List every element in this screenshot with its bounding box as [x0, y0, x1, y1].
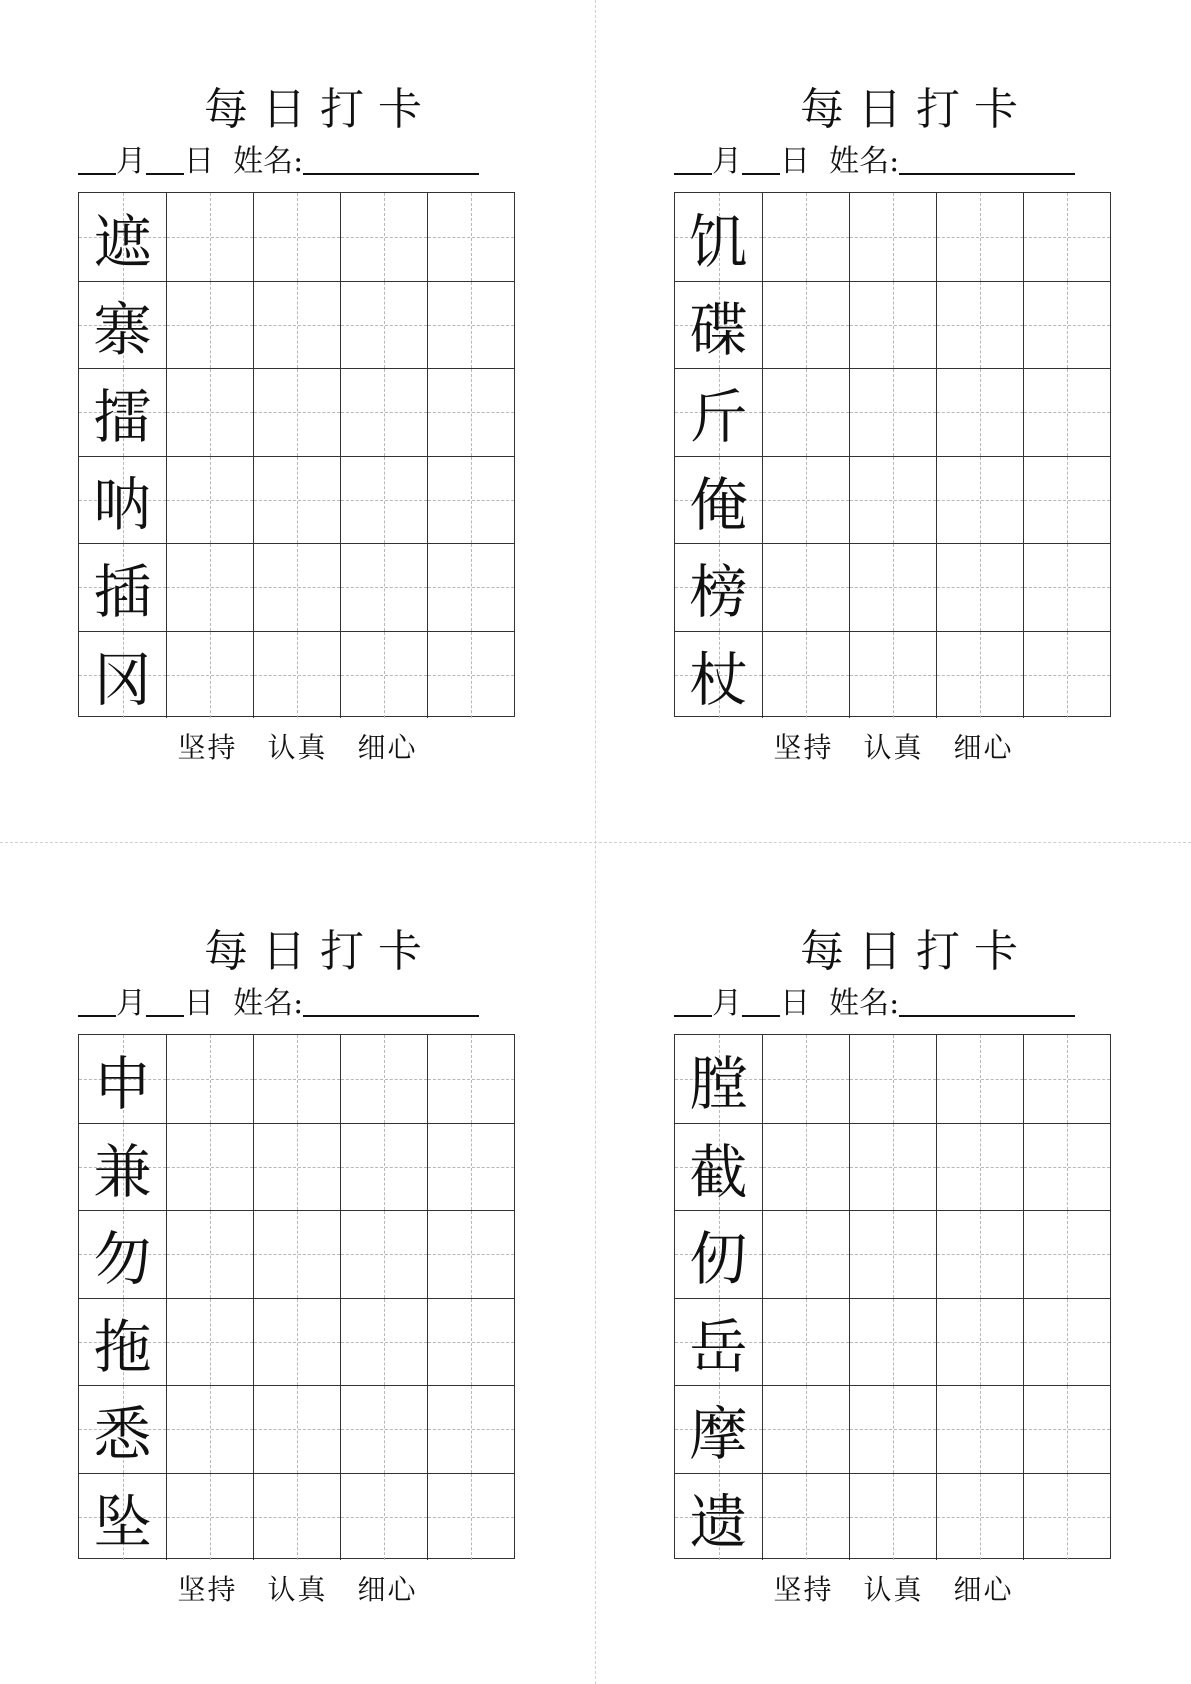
name-label: 姓名:: [829, 144, 900, 179]
motto-line: [60, 1570, 535, 1610]
practice-cell[interactable]: [340, 1035, 427, 1123]
model-cell: [79, 1211, 166, 1298]
practice-cell[interactable]: [762, 1211, 849, 1298]
practice-cell[interactable]: [1023, 1474, 1110, 1561]
grid-row-1: [675, 1035, 1110, 1123]
date-name-line: [674, 142, 1154, 182]
model-cell: [675, 1386, 762, 1473]
model-cell: [675, 369, 762, 456]
motto-word: 细心: [953, 1573, 1014, 1606]
practice-cell[interactable]: [1023, 1035, 1110, 1123]
grid-row-1: [675, 193, 1110, 281]
practice-cell[interactable]: [253, 544, 340, 631]
day-label: 日: [780, 144, 810, 179]
day-blank[interactable]: [742, 985, 780, 1017]
practice-cell[interactable]: [427, 632, 514, 719]
practice-cell[interactable]: [427, 1124, 514, 1211]
motto-word: 细心: [357, 1573, 418, 1606]
model-character: 截: [689, 1137, 748, 1206]
model-cell: [79, 1386, 166, 1473]
date-name-line: [674, 984, 1154, 1024]
month-blank[interactable]: [78, 985, 116, 1017]
model-character: 冈: [93, 645, 152, 714]
month-blank[interactable]: [674, 143, 712, 175]
practice-cell[interactable]: [1023, 1299, 1110, 1386]
practice-cell[interactable]: [166, 1474, 253, 1561]
practice-cell[interactable]: [166, 193, 253, 281]
practice-cell[interactable]: [849, 282, 936, 369]
grid-row-1: [79, 193, 514, 281]
practice-cell[interactable]: [762, 1035, 849, 1123]
practice-cell[interactable]: [849, 1299, 936, 1386]
practice-cell[interactable]: [340, 1474, 427, 1561]
name-blank[interactable]: [899, 143, 1075, 175]
practice-cell[interactable]: [936, 457, 1023, 544]
motto-word: 细心: [953, 731, 1014, 764]
practice-cell[interactable]: [253, 457, 340, 544]
practice-cell[interactable]: [936, 544, 1023, 631]
day-label: 日: [184, 986, 214, 1021]
practice-cell[interactable]: [1023, 544, 1110, 631]
grid-row-5: [79, 543, 514, 631]
practice-cell[interactable]: [340, 1299, 427, 1386]
practice-cell[interactable]: [340, 457, 427, 544]
writing-grid: [78, 1034, 515, 1559]
motto-word: 坚持: [773, 1573, 834, 1606]
motto-word: 认真: [267, 1573, 328, 1606]
motto-word: 坚持: [773, 731, 834, 764]
model-cell: [675, 457, 762, 544]
model-character: 遗: [689, 1487, 748, 1556]
model-cell: [675, 1474, 762, 1561]
practice-cell[interactable]: [849, 193, 936, 281]
grid-row-4: [675, 456, 1110, 544]
practice-cell[interactable]: [340, 193, 427, 281]
practice-cell[interactable]: [936, 1386, 1023, 1473]
practice-cell[interactable]: [427, 544, 514, 631]
practice-cell[interactable]: [427, 1035, 514, 1123]
practice-cell[interactable]: [849, 1474, 936, 1561]
practice-cell[interactable]: [849, 1124, 936, 1211]
model-character: 遮: [93, 207, 152, 276]
practice-cell[interactable]: [253, 1035, 340, 1123]
practice-cell[interactable]: [1023, 193, 1110, 281]
practice-cell[interactable]: [936, 1299, 1023, 1386]
practice-cell[interactable]: [166, 457, 253, 544]
practice-cell[interactable]: [762, 632, 849, 719]
practice-cell[interactable]: [427, 369, 514, 456]
day-label: 日: [184, 144, 214, 179]
grid-row-6: [79, 631, 514, 719]
grid-row-3: [79, 1210, 514, 1298]
model-character: 勿: [93, 1225, 152, 1294]
model-cell: [79, 1035, 166, 1123]
practice-cell[interactable]: [762, 457, 849, 544]
grid-row-5: [675, 543, 1110, 631]
writing-grid: [674, 192, 1111, 717]
model-character: 寨: [93, 295, 152, 364]
grid-row-1: [79, 1035, 514, 1123]
model-cell: [79, 193, 166, 281]
motto-word: 认真: [267, 731, 328, 764]
practice-cell[interactable]: [340, 1211, 427, 1298]
practice-cell[interactable]: [166, 1035, 253, 1123]
month-label: 月: [116, 986, 146, 1021]
month-label: 月: [116, 144, 146, 179]
card-title: 每日打卡: [204, 84, 436, 135]
motto-word: 坚持: [177, 731, 238, 764]
motto-word: 认真: [863, 731, 924, 764]
grid-row-5: [79, 1385, 514, 1473]
practice-cell[interactable]: [1023, 282, 1110, 369]
practice-cell[interactable]: [427, 1299, 514, 1386]
checkin-card-4: [656, 842, 1176, 1606]
model-character: 岳: [689, 1312, 748, 1381]
practice-cell[interactable]: [1023, 632, 1110, 719]
practice-cell[interactable]: [427, 1474, 514, 1561]
motto-word: 认真: [863, 1573, 924, 1606]
motto-line: [656, 1570, 1131, 1610]
practice-cell[interactable]: [166, 1299, 253, 1386]
practice-cell[interactable]: [936, 193, 1023, 281]
practice-cell[interactable]: [1023, 1124, 1110, 1211]
model-cell: [79, 457, 166, 544]
practice-cell[interactable]: [253, 369, 340, 456]
practice-cell[interactable]: [253, 632, 340, 719]
practice-cell[interactable]: [936, 282, 1023, 369]
name-blank[interactable]: [303, 143, 479, 175]
grid-row-2: [79, 281, 514, 369]
practice-cell[interactable]: [166, 369, 253, 456]
practice-cell[interactable]: [166, 1124, 253, 1211]
practice-cell[interactable]: [253, 1386, 340, 1473]
practice-cell[interactable]: [253, 1124, 340, 1211]
practice-cell[interactable]: [253, 1474, 340, 1561]
grid-row-6: [79, 1473, 514, 1561]
model-cell: [675, 632, 762, 719]
model-character: 擂: [93, 383, 152, 452]
practice-cell[interactable]: [253, 282, 340, 369]
model-cell: [79, 369, 166, 456]
grid-row-3: [79, 368, 514, 456]
practice-cell[interactable]: [849, 369, 936, 456]
grid-row-6: [675, 631, 1110, 719]
day-blank[interactable]: [742, 143, 780, 175]
month-label: 月: [712, 144, 742, 179]
grid-row-5: [675, 1385, 1110, 1473]
grid-row-6: [675, 1473, 1110, 1561]
checkin-card-1: [60, 0, 580, 764]
name-label: 姓名:: [829, 986, 900, 1021]
motto-word: 细心: [357, 731, 418, 764]
practice-cell[interactable]: [253, 1299, 340, 1386]
grid-row-3: [675, 1210, 1110, 1298]
model-character: 膛: [689, 1049, 748, 1118]
practice-cell[interactable]: [936, 1124, 1023, 1211]
practice-cell[interactable]: [166, 632, 253, 719]
practice-cell[interactable]: [253, 193, 340, 281]
practice-cell[interactable]: [1023, 457, 1110, 544]
motto-word: 坚持: [177, 1573, 238, 1606]
model-cell: [79, 282, 166, 369]
practice-cell[interactable]: [762, 282, 849, 369]
name-blank[interactable]: [899, 985, 1075, 1017]
model-cell: [675, 1035, 762, 1123]
practice-cell[interactable]: [849, 632, 936, 719]
practice-cell[interactable]: [849, 544, 936, 631]
practice-cell[interactable]: [762, 544, 849, 631]
model-character: 摩: [689, 1400, 748, 1469]
practice-cell[interactable]: [427, 1211, 514, 1298]
model-character: 仞: [689, 1225, 748, 1294]
card-title: 每日打卡: [800, 926, 1032, 977]
practice-cell[interactable]: [849, 1211, 936, 1298]
name-blank[interactable]: [303, 985, 479, 1017]
practice-cell[interactable]: [427, 193, 514, 281]
practice-cell[interactable]: [936, 632, 1023, 719]
date-name-line: [78, 984, 558, 1024]
day-blank[interactable]: [146, 143, 184, 175]
practice-cell[interactable]: [762, 1299, 849, 1386]
practice-cell[interactable]: [340, 632, 427, 719]
model-cell: [79, 1474, 166, 1561]
practice-cell[interactable]: [849, 1386, 936, 1473]
practice-cell[interactable]: [936, 369, 1023, 456]
practice-cell[interactable]: [427, 282, 514, 369]
model-cell: [79, 1124, 166, 1211]
practice-cell[interactable]: [166, 544, 253, 631]
model-cell: [675, 1211, 762, 1298]
model-character: 申: [93, 1049, 152, 1118]
writing-grid: [78, 192, 515, 717]
practice-cell[interactable]: [936, 1474, 1023, 1561]
model-character: 俺: [689, 470, 748, 539]
grid-row-4: [79, 456, 514, 544]
grid-row-2: [79, 1123, 514, 1211]
date-name-line: [78, 142, 558, 182]
model-character: 兼: [93, 1137, 152, 1206]
practice-cell[interactable]: [340, 369, 427, 456]
model-cell: [79, 544, 166, 631]
model-cell: [79, 1299, 166, 1386]
writing-grid: [674, 1034, 1111, 1559]
model-character: 杖: [689, 645, 748, 714]
month-blank[interactable]: [674, 985, 712, 1017]
practice-cell[interactable]: [849, 1035, 936, 1123]
practice-cell[interactable]: [166, 282, 253, 369]
grid-row-4: [675, 1298, 1110, 1386]
practice-cell[interactable]: [340, 544, 427, 631]
day-blank[interactable]: [146, 985, 184, 1017]
practice-cell[interactable]: [427, 457, 514, 544]
checkin-card-3: [60, 842, 580, 1606]
model-cell: [79, 632, 166, 719]
practice-cell[interactable]: [1023, 1211, 1110, 1298]
model-cell: [675, 193, 762, 281]
grid-row-4: [79, 1298, 514, 1386]
model-character: 拖: [93, 1312, 152, 1381]
practice-cell[interactable]: [340, 282, 427, 369]
card-title: 每日打卡: [204, 926, 436, 977]
name-label: 姓名:: [233, 144, 304, 179]
model-character: 碟: [689, 295, 748, 364]
practice-cell[interactable]: [762, 1386, 849, 1473]
model-character: 榜: [689, 558, 748, 627]
card-title: 每日打卡: [800, 84, 1032, 135]
practice-cell[interactable]: [166, 1211, 253, 1298]
month-blank[interactable]: [78, 143, 116, 175]
practice-cell[interactable]: [1023, 1386, 1110, 1473]
checkin-card-2: [656, 0, 1176, 764]
practice-cell[interactable]: [936, 1035, 1023, 1123]
practice-cell[interactable]: [762, 1474, 849, 1561]
practice-cell[interactable]: [762, 369, 849, 456]
model-character: 饥: [689, 207, 748, 276]
motto-line: [656, 728, 1131, 768]
model-character: 悉: [93, 1400, 152, 1469]
model-character: 呐: [93, 470, 152, 539]
model-cell: [675, 282, 762, 369]
practice-cell[interactable]: [1023, 369, 1110, 456]
practice-cell[interactable]: [340, 1124, 427, 1211]
practice-cell[interactable]: [427, 1386, 514, 1473]
name-label: 姓名:: [233, 986, 304, 1021]
grid-row-2: [675, 281, 1110, 369]
model-character: 斤: [689, 383, 748, 452]
practice-cell[interactable]: [762, 193, 849, 281]
practice-cell[interactable]: [340, 1386, 427, 1473]
grid-row-2: [675, 1123, 1110, 1211]
practice-cell[interactable]: [166, 1386, 253, 1473]
model-cell: [675, 1124, 762, 1211]
practice-cell[interactable]: [936, 1211, 1023, 1298]
model-cell: [675, 544, 762, 631]
day-label: 日: [780, 986, 810, 1021]
month-label: 月: [712, 986, 742, 1021]
model-character: 插: [93, 558, 152, 627]
motto-line: [60, 728, 535, 768]
grid-row-3: [675, 368, 1110, 456]
model-cell: [675, 1299, 762, 1386]
practice-cell[interactable]: [849, 457, 936, 544]
model-character: 坠: [93, 1487, 152, 1556]
practice-cell[interactable]: [253, 1211, 340, 1298]
practice-cell[interactable]: [762, 1124, 849, 1211]
